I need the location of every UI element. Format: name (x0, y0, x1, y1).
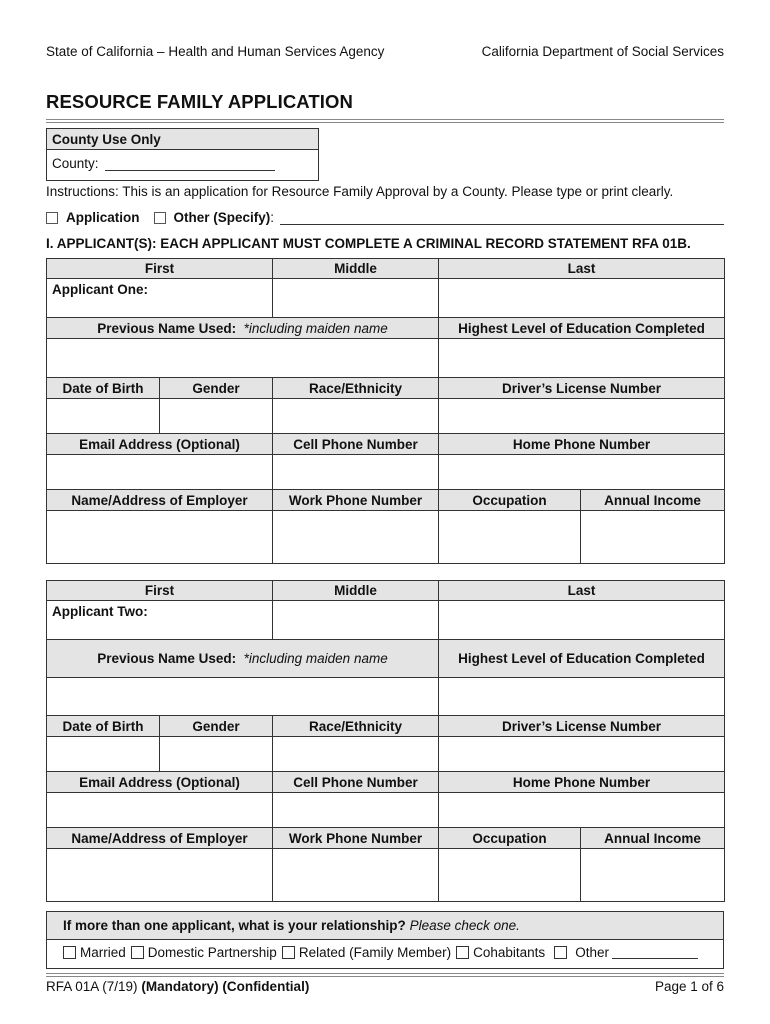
applicant-two-occupation-field[interactable] (439, 849, 581, 902)
license-header: Driver’s License Number (439, 378, 725, 399)
applicant-one-home-phone-field[interactable] (439, 455, 725, 490)
relationship-option-other[interactable] (554, 945, 698, 960)
income-header: Annual Income (581, 490, 725, 511)
first-name-header: First (47, 259, 273, 279)
previous-name-header (47, 318, 439, 339)
work-phone-header: Work Phone Number (273, 490, 439, 511)
relationship-heading (47, 912, 723, 940)
applicant-two-race-field[interactable] (273, 737, 439, 772)
related-label: Related (Family Member) (298, 945, 452, 960)
applicant-one-gender-field[interactable] (160, 399, 273, 434)
form-id: RFA 01A (7/19) (46, 979, 138, 994)
middle-name-header: Middle (273, 259, 439, 279)
previous-name-note: *including maiden name (243, 320, 388, 336)
cell-phone-header: Cell Phone Number (273, 772, 439, 793)
other-specify-colon: : (270, 210, 275, 225)
footer-divider (46, 973, 724, 977)
relationship-option-related[interactable] (282, 945, 451, 960)
applicant-one-employer-field[interactable] (47, 511, 273, 564)
county-field[interactable] (105, 159, 275, 171)
other-relationship-field[interactable] (612, 947, 698, 959)
work-phone-header: Work Phone Number (273, 828, 439, 849)
form-flags: (Mandatory) (Confidential) (141, 979, 310, 994)
applicant-one-race-field[interactable] (273, 399, 439, 434)
relationship-question: If more than one applicant, what is your relationship? (63, 918, 406, 933)
gender-header: Gender (160, 716, 273, 737)
applicant-two-gender-field[interactable] (160, 737, 273, 772)
applicant-two-label: Applicant Two: (52, 604, 148, 619)
education-header: Highest Level of Education Completed (439, 640, 725, 678)
occupation-header: Occupation (439, 828, 581, 849)
employer-header: Name/Address of Employer (47, 490, 273, 511)
applicant-two-first-name-field[interactable] (47, 601, 273, 640)
dob-header: Date of Birth (47, 716, 160, 737)
domestic-partnership-label: Domestic Partnership (147, 945, 277, 960)
race-header: Race/Ethnicity (273, 378, 439, 399)
relationship-option-domestic-partnership[interactable] (131, 945, 277, 960)
relationship-options (47, 940, 723, 965)
applicant-two-education-field[interactable] (439, 678, 725, 716)
applicant-one-occupation-field[interactable] (439, 511, 581, 564)
applicant-one-education-field[interactable] (439, 339, 725, 378)
applicant-one-label: Applicant One: (52, 282, 149, 297)
applicant-two-email-field[interactable] (47, 793, 273, 828)
county-row (47, 150, 318, 177)
previous-name-header (47, 640, 439, 678)
last-name-header: Last (439, 259, 725, 279)
domestic-partnership-checkbox[interactable] (131, 946, 144, 959)
title-divider (46, 119, 724, 123)
gender-header: Gender (160, 378, 273, 399)
applicant-one-previous-name-field[interactable] (47, 339, 439, 378)
previous-name-label: Previous Name Used: (97, 651, 237, 666)
page-title: RESOURCE FAMILY APPLICATION (46, 91, 353, 112)
instructions: Instructions: This is an application for Resource Family Approval by a County. Please type or print clearly. (46, 184, 674, 199)
county-use-heading: County Use Only (47, 129, 318, 150)
application-label: Application (66, 210, 140, 225)
applicant-two-table (46, 580, 725, 902)
married-checkbox[interactable] (63, 946, 76, 959)
dob-header: Date of Birth (47, 378, 160, 399)
home-phone-header: Home Phone Number (439, 434, 725, 455)
applicant-one-table (46, 258, 725, 564)
last-name-header: Last (439, 581, 725, 601)
relationship-note: Please check one. (409, 918, 520, 933)
applicant-two-last-name-field[interactable] (439, 601, 725, 640)
home-phone-header: Home Phone Number (439, 772, 725, 793)
email-header: Email Address (Optional) (47, 434, 273, 455)
previous-name-note: *including maiden name (243, 651, 388, 666)
section-heading: I. APPLICANT(S): EACH APPLICANT MUST COMPLETE A CRIMINAL RECORD STATEMENT RFA 01B. (46, 236, 691, 251)
agency-header: State of California – Health and Human Services Agency (46, 44, 385, 59)
applicant-two-previous-name-field[interactable] (47, 678, 439, 716)
employer-header: Name/Address of Employer (47, 828, 273, 849)
county-label: County: (52, 156, 99, 171)
other-checkbox[interactable] (154, 212, 166, 224)
applicant-one-income-field[interactable] (581, 511, 725, 564)
applicant-two-home-phone-field[interactable] (439, 793, 725, 828)
applicant-two-cell-field[interactable] (273, 793, 439, 828)
income-header: Annual Income (581, 828, 725, 849)
previous-name-label: Previous Name Used: (97, 320, 237, 336)
applicant-two-dob-field[interactable] (47, 737, 160, 772)
other-specify-field[interactable] (280, 211, 724, 225)
applicant-one-license-field[interactable] (439, 399, 725, 434)
married-label: Married (80, 945, 126, 960)
other-specify-label: Other (Specify) (173, 210, 271, 225)
education-header: Highest Level of Education Completed (439, 318, 725, 339)
applicant-one-last-name-field[interactable] (439, 279, 725, 318)
other-relationship-checkbox[interactable] (554, 946, 567, 959)
applicant-one-middle-name-field[interactable] (273, 279, 439, 318)
related-checkbox[interactable] (282, 946, 295, 959)
application-type-row (46, 210, 724, 225)
applicant-one-email-field[interactable] (47, 455, 273, 490)
cell-phone-header: Cell Phone Number (273, 434, 439, 455)
race-header: Race/Ethnicity (273, 716, 439, 737)
applicant-two-income-field[interactable] (581, 849, 725, 902)
applicant-two-employer-field[interactable] (47, 849, 273, 902)
other-relationship-label: Other (575, 945, 609, 960)
applicant-two-middle-name-field[interactable] (273, 601, 439, 640)
county-use-box (46, 128, 319, 181)
applicant-two-license-field[interactable] (439, 737, 725, 772)
form-footer-id (46, 979, 309, 994)
middle-name-header: Middle (273, 581, 439, 601)
relationship-option-cohabitants[interactable] (456, 945, 545, 960)
page-number: Page 1 of 6 (654, 979, 724, 994)
relationship-box (46, 911, 724, 969)
license-header: Driver’s License Number (439, 716, 725, 737)
applicant-two-work-phone-field[interactable] (273, 849, 439, 902)
department-header: California Department of Social Services (481, 44, 724, 59)
applicant-one-first-name-field[interactable] (47, 279, 273, 318)
relationship-option-married[interactable] (63, 945, 126, 960)
first-name-header: First (47, 581, 273, 601)
applicant-one-cell-field[interactable] (273, 455, 439, 490)
email-header: Email Address (Optional) (47, 772, 273, 793)
cohabitants-checkbox[interactable] (456, 946, 469, 959)
application-checkbox[interactable] (46, 212, 58, 224)
applicant-one-work-phone-field[interactable] (273, 511, 439, 564)
cohabitants-label: Cohabitants (473, 945, 546, 960)
applicant-one-dob-field[interactable] (47, 399, 160, 434)
occupation-header: Occupation (439, 490, 581, 511)
